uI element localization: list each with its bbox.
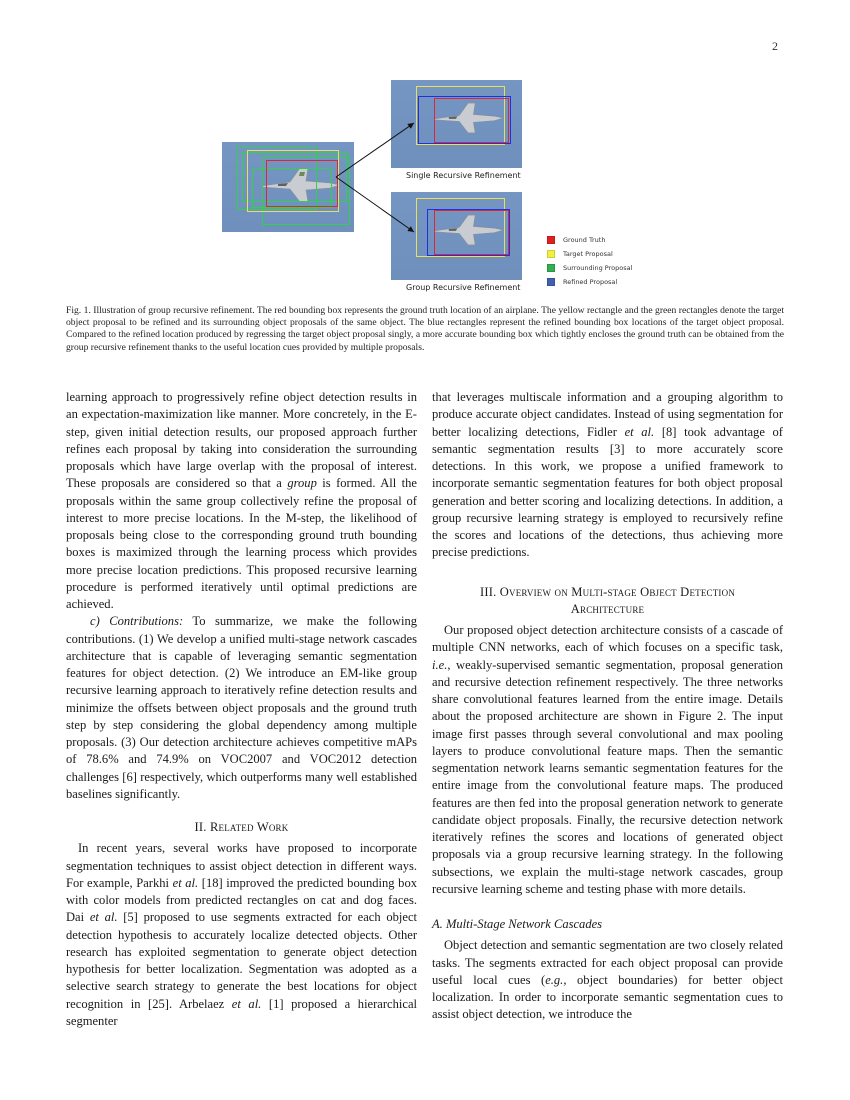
page-number: 2 (772, 39, 778, 53)
legend-label: Target Proposal (563, 250, 613, 258)
paragraph: learning approach to progressively refine object detection results in an expectation-maximization like manner. More concretely, in the E-step, given initial detection results, our proposed approach further refines each proposal by taking into consideration the surrounding proposals which have large overlap with the proposal of interest. These proposals are considered so that a group is formed. All the proposals within the same group collectively refine the proposal of interest to more precise locations. In the M-step, the likelihood of proposals being close to the corresponding ground truth bounding boxes is maximized through the learning process which provides more precise location predictions. This proposed recursive learning procedure is performed iteratively until optimal predictions are achieved. (66, 390, 418, 611)
legend-item-surrounding-proposal (547, 261, 632, 275)
paragraph: In recent years, several works have proposed to incorporate segmentation techniques to assist object detection in different ways. For example, Parkhi et al. [18] improved the predicted bounding box with color models from predicted rectangles on cat and dog faces. Dai et al. [5] proposed to use segments extracted for each object detection hypothesis to accurately localize detected objects. Other research has exploited segmentation to generate object detection hypothesis for better localization. Segmentation was adopted as a selective search strategy to generate the best locations for object recognition in [25]. Arbelaez et al. [1] proposed a hierarchical segmenter (66, 841, 417, 1028)
left-column (66, 389, 417, 1030)
right-column (432, 389, 783, 1024)
paragraph: Our proposed object detection architecture consists of a cascade of multiple CNN networks, each of which focuses on a specific task, i.e., weakly-supervised semantic segmentation, proposal generation and recursive detection refinement respectively. The three networks share convolutional features learned from the entire image. Details about the proposed architecture are shown in Figure 2. The input image first passes through several convolutional and max pooling layers to produce convolutional feature maps. Then the semantic segmentation network learns semantic segmentation features for the entire image from the convolutional feature maps. The produced features are then fed into the proposal generation network to generate candidate object proposals. Finally, the recursive detection network iteratively refines the scores and locations of generated object proposals via a group recursive learning strategy. In the following subsections, we explain the multi-stage network cascades, group recursive learning scheme and testing phase with more details. (432, 623, 783, 896)
red-square-icon (547, 236, 555, 244)
legend-label: Refined Proposal (563, 278, 618, 286)
group-refinement-caption: Group Recursive Refinement (406, 283, 521, 292)
paragraph: Object detection and semantic segmentation are two closely related tasks. The segments extracted for each object proposal can provide useful local cues (e.g., object boundaries) for better object localization. In order to incorporate semantic segmentation cues to assist object detection, we introduce the (432, 938, 783, 1022)
legend-item-ground-truth (547, 233, 632, 247)
legend-item-refined-proposal (547, 275, 632, 289)
subsection-heading-multistage: A. Multi-Stage Network Cascades (432, 917, 603, 931)
section-heading-related-work: II. Related Work (194, 820, 289, 834)
single-refinement-caption: Single Recursive Refinement (406, 171, 521, 180)
section-heading-overview: III. Overview on Multi-stage Object Detection Architecture (479, 584, 736, 616)
figure-1 (0, 0, 850, 300)
paragraph: that leverages multiscale information and a grouping algorithm to produce accurate object candidates. Instead of using segmentation for better localizing detections, Fidler et al. [8] took advantage of semantic segmentation results [3] to more accurately score detections. In this work, we propose a unified framework to incorporate semantic segmentation features for both object proposal generation and better scoring and localizing detections. In addition, a group recursive learning strategy is employed to recursively refine the scores and locations of the detections, thus achieving more precise predictions. (432, 390, 783, 560)
legend-label: Ground Truth (563, 236, 606, 244)
contributions-label: c) Contributions: (90, 614, 184, 629)
figure-caption: Fig. 1. Illustration of group recursive refinement. The red bounding box represents the ground truth location of an airplane. The yellow rectangle and the green rectangles denote the target object proposal to be refined and its surrounding object proposals of the same object. The blue rectangles represent the refined bounding box locations of the target object proposal. Compared to the refined location produced by regressing the target object proposal singly, a more accurate bounding box which tightly encloses the ground truth can be obtained from the group recursive refinement thanks to the useful location cues provided by multiple proposals. (66, 305, 784, 353)
yellow-square-icon (547, 250, 555, 258)
contributions-paragraph: c) Contributions: To summarize, we make the following contributions. (1) We develop a unified multi-stage network cascades architecture that is capable of leveraging semantic segmentation features for object detection. (2) We introduce an EM-like group recursive learning approach to iteratively refine detection results and minimize the offsets between object proposals and the ground truth step by step considering the global dependency among multiple proposals. (3) Our detection architecture achieves competitive mAPs of 78.6% and 74.9% on VOC2007 and VOC2012 detection challenges [6] respectively, which outperforms many well established baselines significantly. (66, 614, 418, 801)
blue-square-icon (547, 278, 555, 286)
legend-label: Surrounding Proposal (563, 264, 633, 272)
figure-legend (547, 233, 632, 289)
green-square-icon (547, 264, 555, 272)
arrow-icon (0, 0, 850, 300)
legend-item-target-proposal (547, 247, 632, 261)
